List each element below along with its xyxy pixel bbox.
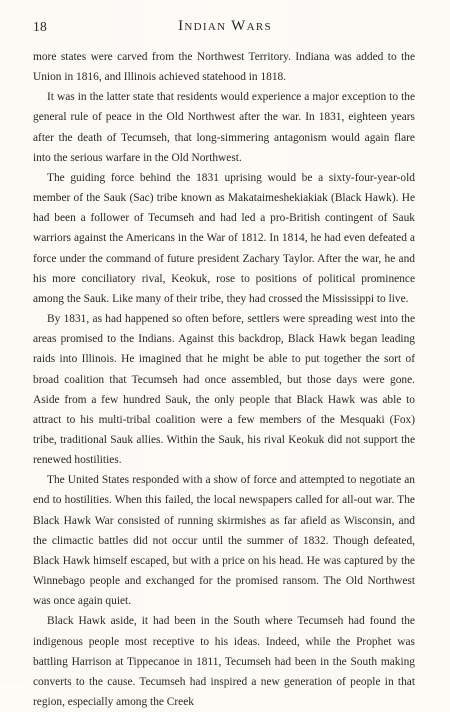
paragraph-1: more states were carved from the Northwest Territory. Indiana was added to the Union in 1816, and Illinois achieved statehood in 1818. xyxy=(33,51,415,84)
paragraph-5: The United States responded with a show of force and attempted to negotiate an end to hostilities. When this failed, the local newspapers called for all-out war. The Black Hawk War consisted of running skirmishes as far afield as Wisconsin, and the climactic battles did not occur until the summer of 1832. Though defeated, Black Hawk himself escaped, but with a price on his head. He was captured by the Winnebago people and exchanged for the promised ransom. The Old Northwest was once again quiet. xyxy=(33,474,415,608)
paragraph-4: By 1831, as had happened so often before, settlers were spreading west into the areas promised to the Indians. Against this backdrop, Black Hawk began leading raids into Illinois. He imagined that he might be able to put together the sort of broad coalition that Tecumseh had once assembled, but those days were gone. Aside from a few hundred Sauk, the only people that Black Hawk was able to attract to his multi-tribal coalition were a few members of the Mesquaki (Fox) tribe, traditional Sauk allies. Within the Sauk, his rival Keokuk did not support the renewed hostilities. xyxy=(33,313,415,467)
running-head xyxy=(33,19,417,41)
paragraph-3: The guiding force behind the 1831 uprising would be a sixty-four-year-old member of the Sauk (Sac) tribe known as Makataimeshekiakiak (Black Hawk). He had been a follower of Tecumseh and had led a pro-British contingent of Sauk warriors against the Americans in the War of 1812. In 1814, he had even defeated a force under the command of future president Zachary Taylor. After the war, he and his more conciliatory rival, Keokuk, rose to positions of political prominence among the Sauk. Like many of their tribe, they had crossed the Mississippi to live. xyxy=(33,171,415,305)
page-number: 18 xyxy=(33,19,47,34)
paragraph-2: It was in the latter state that residents would experience a major exception to the general rule of peace in the Old Northwest after the war. In 1831, eighteen years after the death of Tecumseh, that long-simmering antagonism would again flare into the serious warfare in the Old Northwest. xyxy=(33,91,415,164)
paragraph-6: Black Hawk aside, it had been in the South where Tecumseh had found the indigenous people most receptive to his ideas. Indeed, while the Prophet was battling Harrison at Tippecanoe in 1811, Tecumseh had been in the South making converts to the cause. Tecumseh had inspired a new generation of people in that region, especially among the Creek xyxy=(33,615,415,708)
book-title: Indian Wars xyxy=(178,18,272,34)
body-text xyxy=(33,47,415,712)
